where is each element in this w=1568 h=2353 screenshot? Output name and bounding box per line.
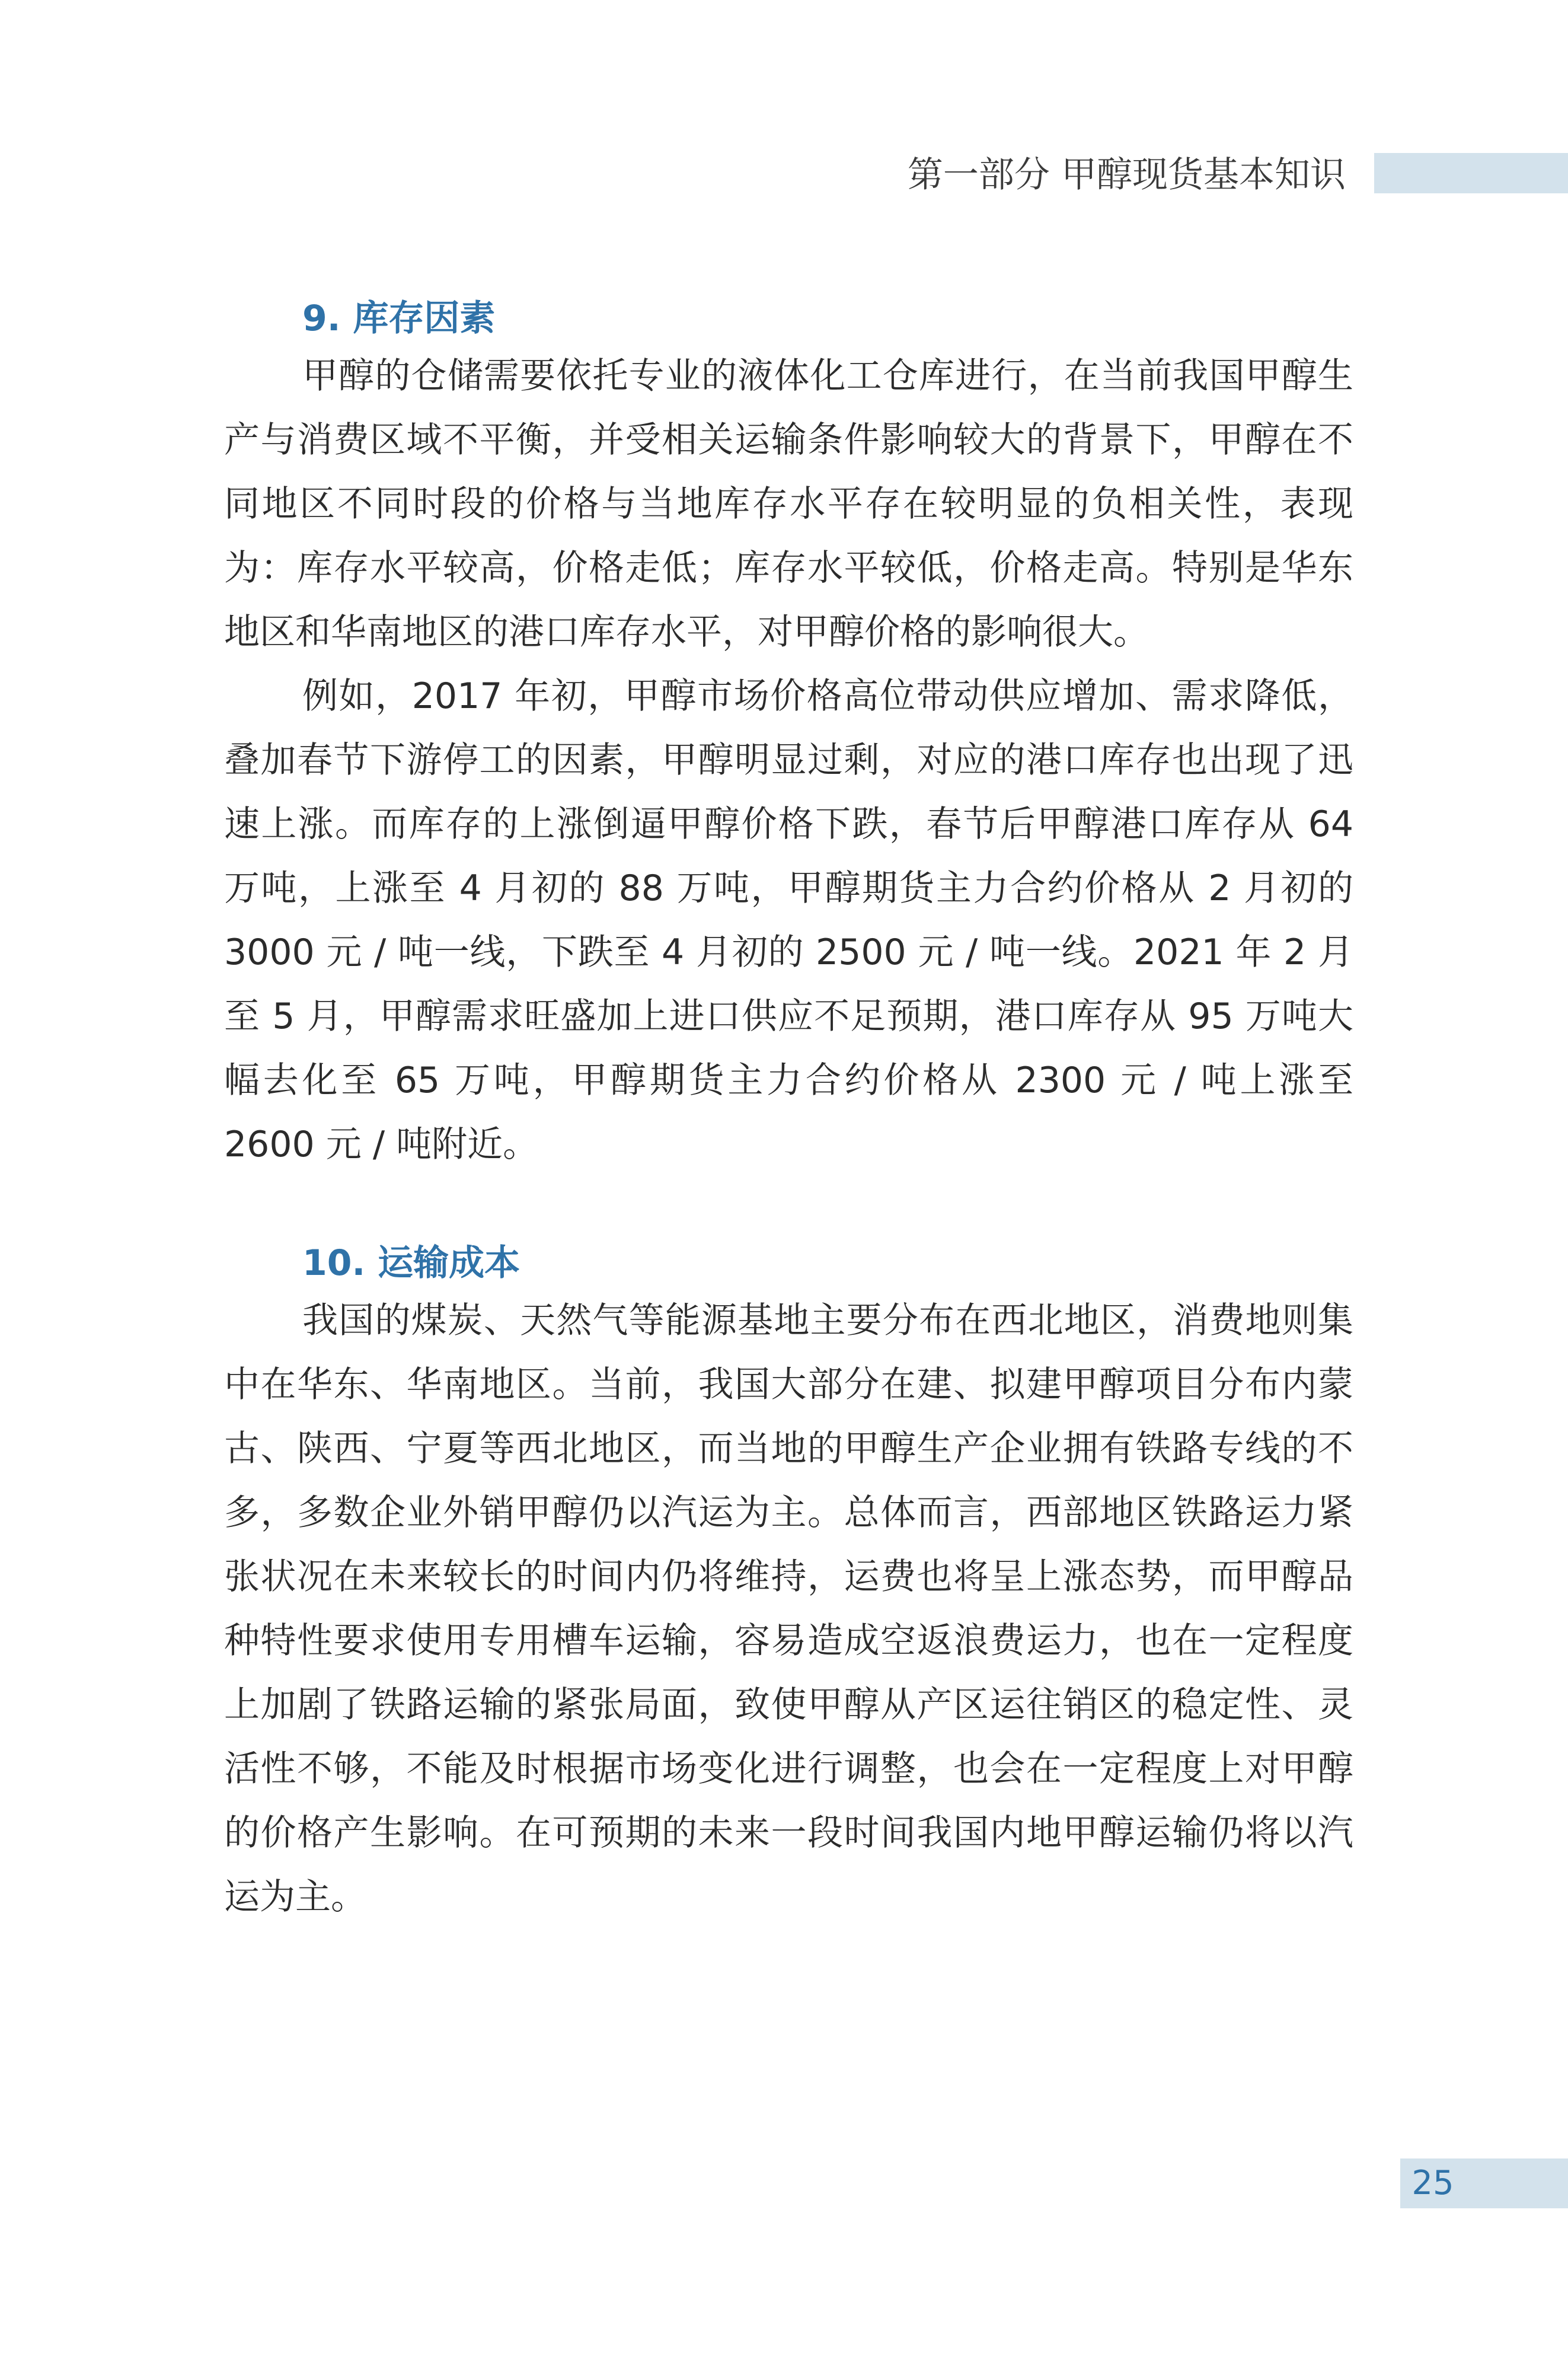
paragraph: 例如，2017 年初，甲醇市场价格高位带动供应增加、需求降低，叠加春节下游停工的因素，甲醇明显过剩，对应的港口库存也出现了迅速上涨。而库存的上涨倒逼甲醇价格下跌，春节后甲醇港口库存从 64 万吨，上涨至 4 月初的 88 万吨，甲醇期货主力合约价格从 2 月初的 3000 元 / 吨一线，下跌至 4 月初的 2500 元 / 吨一线。2021 年 2 月至 5 月，甲醇需求旺盛加上进口供应不足预期，港口库存从 95 万吨大幅去化至 65 万吨，甲醇期货主力合约价格从 2300 元 / 吨上涨至 2600 元 / 吨附近。 <box>224 675 1353 1165</box>
running-header-title: 第一部分 甲醇现货基本知识 <box>907 154 1346 196</box>
paragraph: 我国的煤炭、天然气等能源基地主要分布在西北地区，消费地则集中在华东、华南地区。当前，我国大部分在建、拟建甲醇项目分布内蒙古、陕西、宁夏等西北地区，而当地的甲醇生产企业拥有铁路专线的不多，多数企业外销甲醇仍以汽运为主。总体而言，西部地区铁路运力紧张状况在未来较长的时间内仍将维持，运费也将呈上涨态势，而甲醇品种特性要求使用专用槽车运输，容易造成空返浪费运力，也在一定程度上加剧了铁路运输的紧张局面，致使甲醇从产区运往销区的稳定性、灵活性不够，不能及时根据市场变化进行调整，也会在一定程度上对甲醇的价格产生影响。在可预期的未来一段时间我国内地甲醇运输仍将以汽运为主。 <box>224 1300 1353 1918</box>
paragraph: 甲醇的仓储需要依托专业的液体化工仓库进行，在当前我国甲醇生产与消费区域不平衡，并受相关运输条件影响较大的背景下，甲醇在不同地区不同时段的价格与当地库存水平存在较明显的负相关性，表现为：库存水平较高，价格走低；库存水平较低，价格走高。特别是华东地区和华南地区的港口库存水平，对甲醇价格的影响很大。 <box>224 355 1353 653</box>
page-number: 25 <box>1411 2164 1454 2202</box>
section-title-transport-cost: 10. 运输成本 <box>302 1242 520 1284</box>
header-accent-bar <box>1374 153 1568 193</box>
section-title-inventory: 9. 库存因素 <box>302 298 496 339</box>
